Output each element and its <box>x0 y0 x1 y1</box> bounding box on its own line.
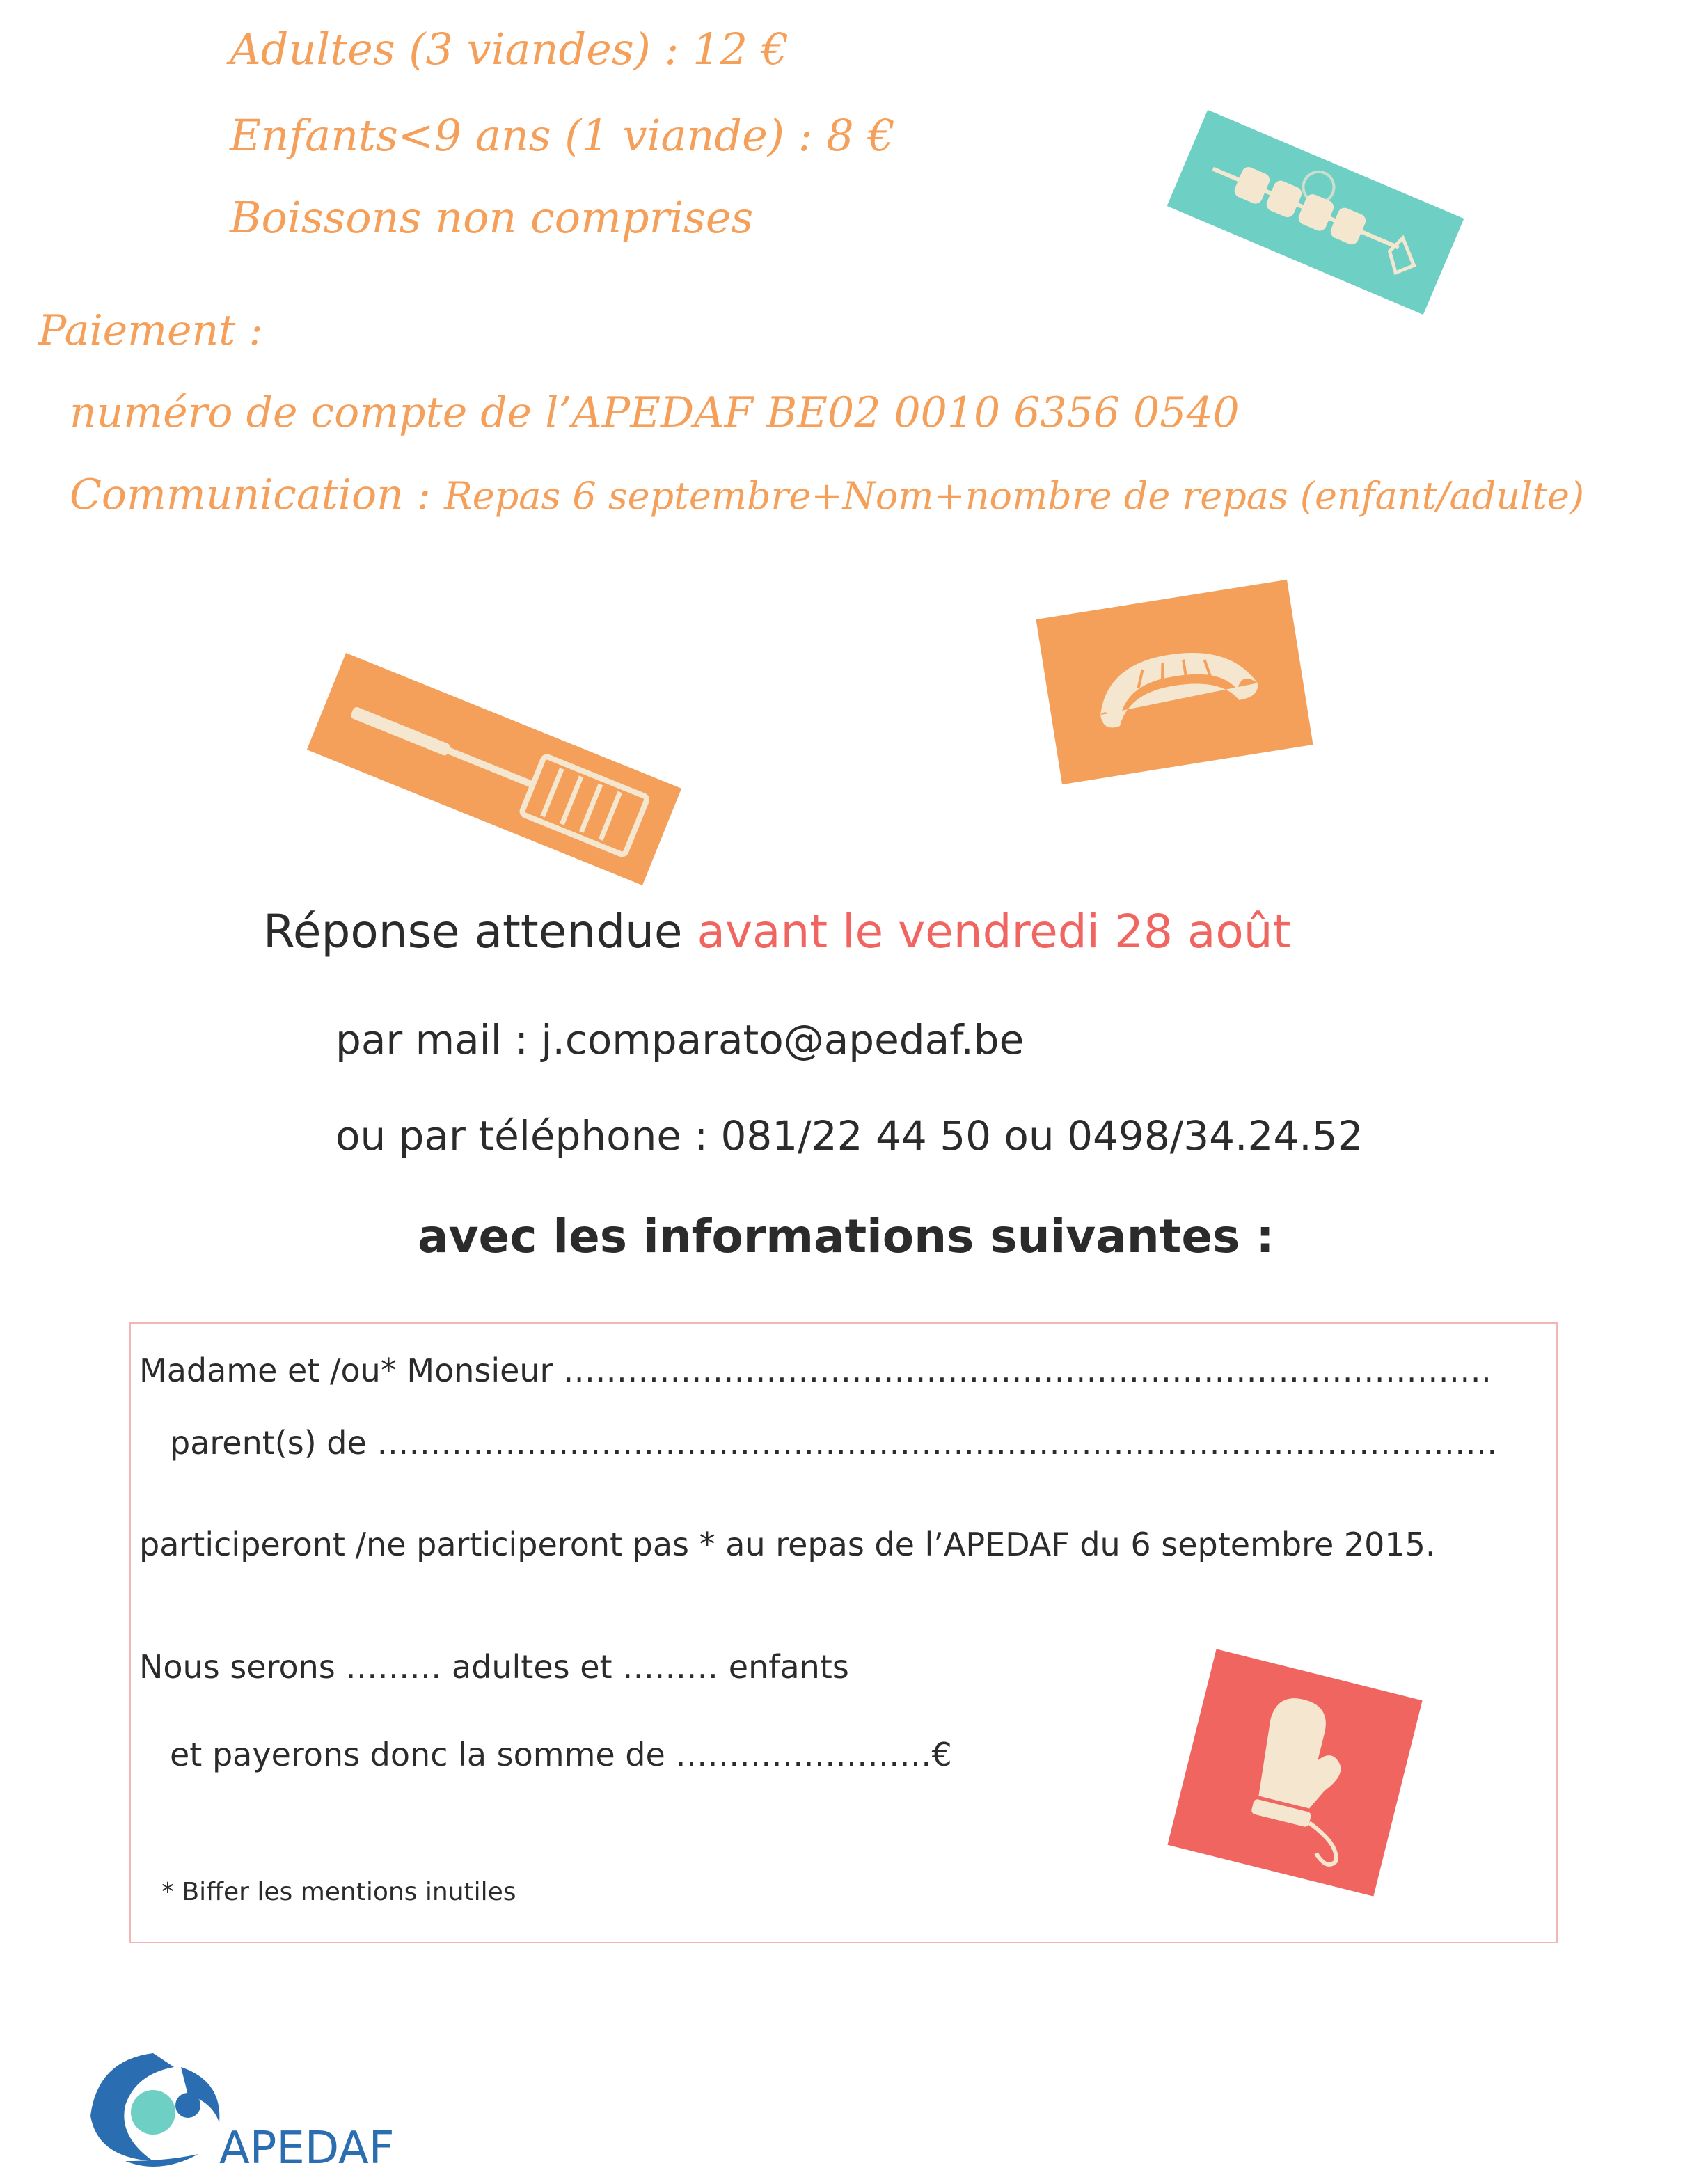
price-adults: Adultes (3 viandes) : 12 € <box>230 24 789 74</box>
response-heading-black: Réponse attendue <box>263 905 697 958</box>
sausage-icon <box>1036 580 1313 784</box>
payment-account: numéro de compte de l’APEDAF BE02 0010 6356 0540 <box>70 388 1240 437</box>
price-children: Enfants<9 ans (1 viande) : 8 € <box>230 110 895 161</box>
form-line-amount: et payerons donc la somme de ……………………€ <box>170 1736 952 1773</box>
sausage-sticker <box>1036 580 1313 784</box>
apedaf-logo-text: APEDAF <box>219 2123 395 2174</box>
skewer-sticker <box>1167 110 1464 315</box>
apedaf-logo-icon <box>77 2039 230 2171</box>
reply-form-box <box>129 1322 1558 1943</box>
communication-value: Repas 6 septembre+Nom+nombre de repas (enfant/adulte) <box>444 474 1585 518</box>
form-line-count: Nous serons ……… adultes et ……… enfants <box>139 1648 849 1686</box>
spatula-sticker <box>307 653 681 885</box>
payment-heading: Paiement : <box>38 306 263 355</box>
spatula-icon <box>307 653 681 885</box>
form-line-parent: parent(s) de …………………………………………………………………………………………… <box>170 1424 1498 1462</box>
response-mail: par mail : j.comparato@apedaf.be <box>335 1016 1025 1063</box>
form-footnote: * Biffer les mentions inutiles <box>161 1878 516 1906</box>
form-line-participation: participeront /ne participeront pas * au repas de l’APEDAF du 6 septembre 2015. <box>139 1526 1436 1563</box>
response-phone: ou par téléphone : 081/22 44 50 ou 0498/34.24.52 <box>335 1112 1363 1160</box>
oven-mitt-sticker <box>1167 1649 1422 1896</box>
info-heading: avec les informations suivantes : <box>418 1210 1274 1263</box>
payment-communication <box>70 470 1584 519</box>
form-line-name: Madame et /ou* Monsieur …………………………………………………………………………… <box>139 1352 1492 1389</box>
oven-mitt-icon <box>1167 1649 1422 1896</box>
drinks-note: Boissons non comprises <box>230 192 754 243</box>
response-heading <box>263 905 1290 958</box>
response-deadline: avant le vendredi 28 août <box>697 905 1291 958</box>
skewer-icon <box>1167 110 1464 315</box>
communication-label: Communication : <box>70 470 445 519</box>
apedaf-logo <box>77 2039 397 2178</box>
